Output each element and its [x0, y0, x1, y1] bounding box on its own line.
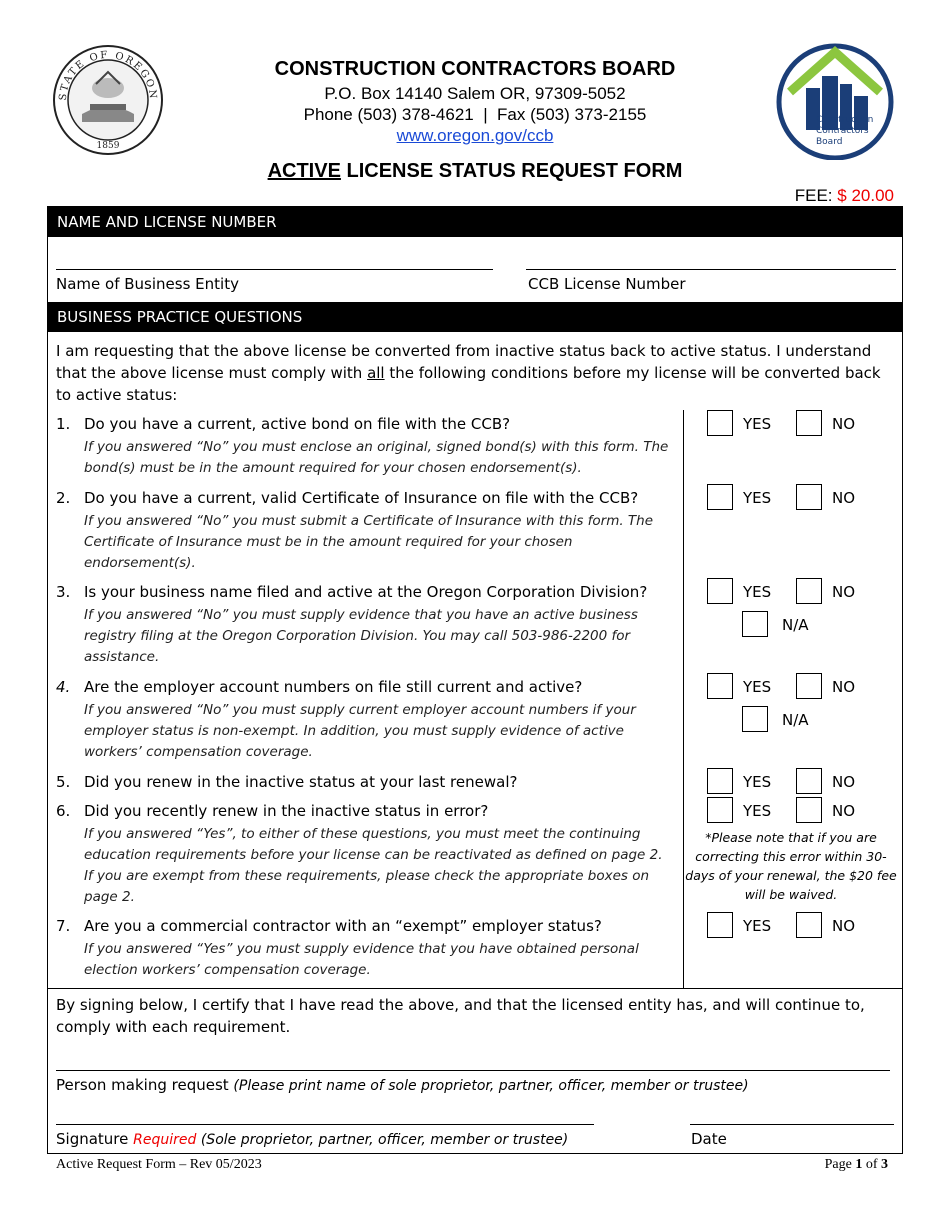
- intro-back-to-active: back to active status: [609, 342, 767, 360]
- q3-no-label: NO: [832, 583, 856, 601]
- intro-part-e: the following conditions before my license will be converted back to active status:: [56, 364, 881, 404]
- form-title: [0, 160, 950, 183]
- footer-form-revision: Active Request Form – Rev 05/2023: [56, 1157, 262, 1172]
- license-number-label: CCB License Number: [528, 275, 686, 293]
- intro-part-c: . I understand that the above license must comply with: [56, 342, 872, 382]
- question-note: If you answered “No” you must supply current employer account numbers if your employer status is non-exempt. In addition, you must supply evidence of active workers’ compensation coverage.: [84, 702, 636, 760]
- q6-yes-label: YES: [743, 802, 772, 820]
- org-address: P.O. Box 14140 Salem OR, 97309-5052: [324, 84, 626, 103]
- q1-no-checkbox[interactable]: [796, 410, 822, 436]
- q2-no-checkbox[interactable]: [796, 484, 822, 510]
- q3-yes-label: YES: [743, 583, 772, 601]
- question-text: Do you have a current, active bond on file with the CCB?: [84, 415, 511, 433]
- q5-no-checkbox[interactable]: [796, 768, 822, 794]
- date-label: Date: [691, 1130, 727, 1148]
- question-text: Did you renew in the inactive status at your last renewal?: [84, 773, 518, 791]
- org-name: CONSTRUCTION CONTRACTORS BOARD: [274, 58, 676, 80]
- logo-line-2: Contractors: [816, 126, 869, 136]
- fee: [795, 186, 894, 206]
- section-name-license-header: NAME AND LICENSE NUMBER: [48, 207, 902, 237]
- q2-yes-checkbox[interactable]: [707, 484, 733, 510]
- q4-na-label: N/A: [782, 711, 809, 729]
- fee-amount: $ 20.00: [837, 186, 894, 205]
- fee-label: FEE:: [794, 186, 838, 205]
- q4-yes-checkbox[interactable]: [707, 673, 733, 699]
- q7-no-checkbox[interactable]: [796, 912, 822, 938]
- q4-na-checkbox[interactable]: [742, 706, 768, 732]
- certification-text: By signing below, I certify that I have read the above, and that the licensed entity has, and will continue to, comply with each requirement.: [56, 996, 865, 1036]
- question-note: If you answered “No” you must enclose an original, signed bond(s) with this form. The bond(s) must be in the amount required for your chosen endorsement(s).: [84, 439, 669, 476]
- q7-yes-checkbox[interactable]: [707, 912, 733, 938]
- form-title-rest: LICENSE STATUS REQUEST FORM: [340, 160, 683, 182]
- q5-yes-checkbox[interactable]: [707, 768, 733, 794]
- question-text: Are you a commercial contractor with an “exempt” employer status?: [84, 917, 602, 935]
- person-name-field[interactable]: [56, 1070, 890, 1071]
- q5-no-label: NO: [832, 773, 856, 791]
- logo-line-1: Construction: [816, 115, 874, 125]
- q7-no-label: NO: [832, 917, 856, 935]
- license-number-field[interactable]: [526, 269, 896, 270]
- logo-line-3: Board: [816, 137, 843, 147]
- footer-page-number: Page 1 of 3: [824, 1157, 888, 1172]
- person-label: Person making request (Please print name of sole proprietor, partner, officer, member or trustee): [56, 1076, 749, 1094]
- q2-yes-label: YES: [743, 489, 772, 507]
- intro-all: all: [367, 364, 385, 382]
- q3-na-checkbox[interactable]: [742, 611, 768, 637]
- question-note: If you answered “Yes” you must supply evidence that you have obtained personal election workers’ compensation coverage.: [84, 941, 639, 978]
- question-number: 6.: [56, 802, 71, 820]
- q3-yes-checkbox[interactable]: [707, 578, 733, 604]
- q1-yes-label: YES: [743, 415, 772, 433]
- seal-year: 1859: [96, 141, 120, 151]
- question-number: 3.: [56, 583, 71, 601]
- q4-no-label: NO: [832, 678, 856, 696]
- question-number: 7.: [56, 917, 71, 935]
- org-website-link[interactable]: www.oregon.gov/ccb: [396, 126, 554, 145]
- q5-yes-label: YES: [743, 773, 772, 791]
- answer-column-divider: [683, 410, 684, 988]
- q7-yes-label: YES: [743, 917, 772, 935]
- question-text: Are the employer account numbers on file still current and active?: [84, 678, 583, 696]
- q6-no-checkbox[interactable]: [796, 797, 822, 823]
- question-note: If you answered “No” you must submit a Certificate of Insurance with this form. The Certificate of Insurance must be in the amount required for your chosen endorsement(s).: [84, 513, 654, 571]
- q1-yes-checkbox[interactable]: [707, 410, 733, 436]
- signature-label: Signature Required (Sole proprietor, partner, officer, member or trustee): [56, 1130, 569, 1148]
- certification-divider: [48, 988, 902, 989]
- question-text: Is your business name filed and active at the Oregon Corporation Division?: [84, 583, 648, 601]
- fee-waiver-note: *Please note that if you are correcting this error within 30-days of your renewal, the $20 fee will be waived.: [685, 830, 897, 902]
- ccb-logo: [776, 40, 894, 160]
- q2-no-label: NO: [832, 489, 856, 507]
- form-title-active: ACTIVE: [267, 160, 341, 182]
- org-phone-fax: Phone (503) 378-4621 | Fax (503) 373-2155: [303, 105, 647, 124]
- seal-text: STATE OF OREGON: [57, 49, 159, 102]
- question-note: If you answered “Yes”, to either of these questions, you must meet the continuing education requirements before your license can be reactivated as defined on page 2. If you are exempt from these requirements, please check the appropriate boxes on page 2.: [84, 826, 663, 905]
- q3-na-label: N/A: [782, 616, 809, 634]
- question-text: Did you recently renew in the inactive status in error?: [84, 802, 489, 820]
- q3-no-checkbox[interactable]: [796, 578, 822, 604]
- q4-yes-label: YES: [743, 678, 772, 696]
- q1-no-label: NO: [832, 415, 856, 433]
- q4-no-checkbox[interactable]: [796, 673, 822, 699]
- question-text: Do you have a current, valid Certificate of Insurance on file with the CCB?: [84, 489, 639, 507]
- business-name-field[interactable]: [56, 269, 493, 270]
- intro-text: [56, 340, 886, 406]
- q6-no-label: NO: [832, 802, 856, 820]
- question-number: 5.: [56, 773, 71, 791]
- signature-field[interactable]: [56, 1124, 594, 1125]
- question-number: 4.: [56, 678, 71, 696]
- intro-part-a: I am requesting that the above license be converted from inactive status: [56, 342, 610, 360]
- q6-yes-checkbox[interactable]: [707, 797, 733, 823]
- question-number: 1.: [56, 415, 71, 433]
- question-note: If you answered “No” you must supply evidence that you have an active business registry filing at the Oregon Corporation Division. You may call 503-986-2200 for assistance.: [84, 607, 638, 665]
- section-business-practice-header: BUSINESS PRACTICE QUESTIONS: [48, 302, 902, 332]
- date-field[interactable]: [690, 1124, 894, 1125]
- business-name-label: Name of Business Entity: [56, 275, 239, 293]
- question-number: 2.: [56, 489, 71, 507]
